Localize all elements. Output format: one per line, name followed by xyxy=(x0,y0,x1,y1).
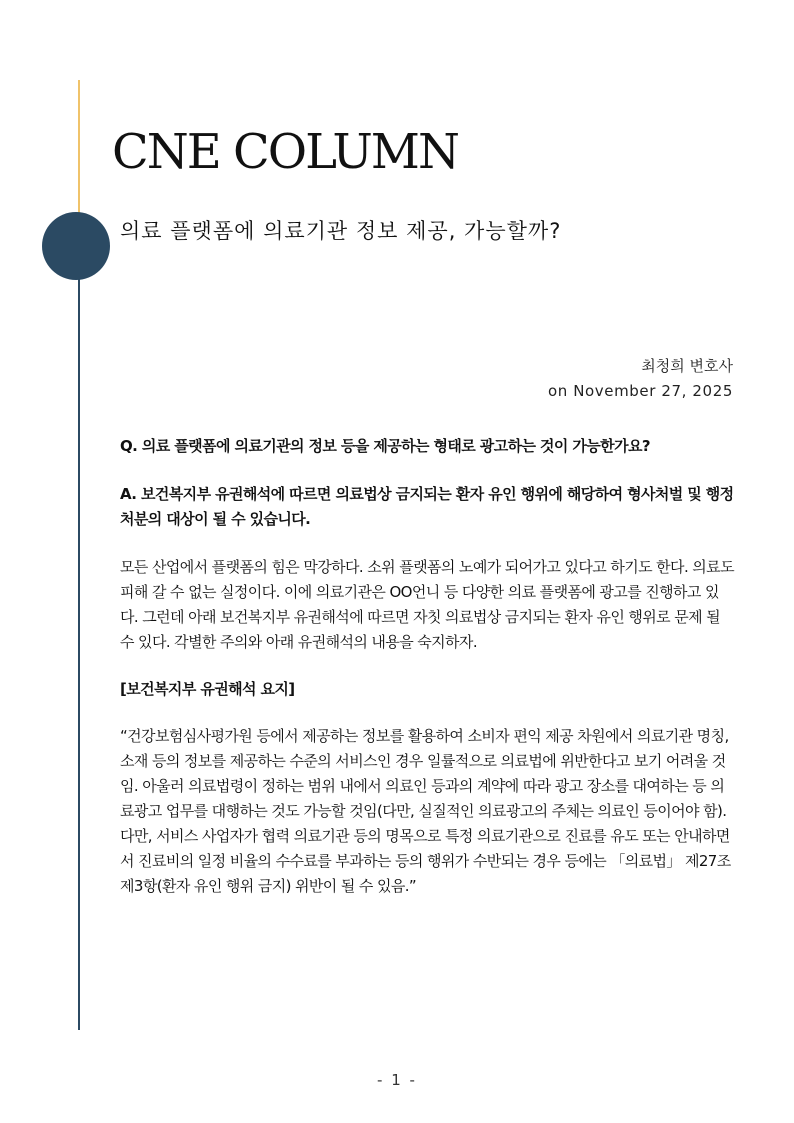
publish-date: on November 27, 2025 xyxy=(547,382,733,400)
answer-text: A. 보건복지부 유권해석에 따르면 의료법상 금지되는 환자 유인 행위에 해당하여 형사처벌 및 행정처분의 대상이 될 수 있습니다. xyxy=(120,485,734,528)
timeline-line-gold xyxy=(78,80,80,220)
author-block xyxy=(548,354,733,404)
quote-paragraph: “건강보험심사평가원 등에서 제공하는 정보를 활용하여 소비자 편익 제공 차원에서 의료기관 명칭, 소재 등의 정보를 제공하는 수준의 서비스인 경우 일률적으로 의료법에 위반한다고 보기 어려울 것임. 아울러 의료법령이 정하는 범위 내에서 의료인 등과의 계약에 따라 광고 장소를 대여하는 등 의료광고 업무를 대행하는 것도 가능할 것임(다만, 실질적인 의료광고의 주체는 의료인 등이어야 함). 다만, 서비스 사업자가 협력 의료기관 등의 명목으로 특정 의료기관으로 진료를 유도 또는 안내하면서 진료비의 일정 비율의 수수료를 부과하는 등의 행위가 수반되는 경우 등에는 「의료법」 제27조 제3항(환자 유인 행위 금지) 위반이 될 수 있음.” xyxy=(120,727,731,895)
author-name: 최청희 변호사 xyxy=(641,357,733,375)
body-paragraph: 모든 산업에서 플랫폼의 힘은 막강하다. 소위 플랫폼의 노예가 되어가고 있다고 하기도 한다. 의료도 피해 갈 수 없는 실정이다. 이에 의료기관은 OO언니 등 다양한 의료 플랫폼에 광고를 진행하고 있다. 그런데 아래 보건복지부 유권해석에 따르면 자칫 의료법상 금지되는 환자 유인 행위로 문제 될 수 있다. 각별한 주의와 아래 유권해석의 내용을 숙지하자. xyxy=(120,558,734,651)
article-subtitle: 의료 플랫폼에 의료기관 정보 제공, 가능할까? xyxy=(120,219,562,243)
column-title: CNE COLUMN xyxy=(112,124,458,180)
article-body xyxy=(120,434,734,899)
decorative-circle xyxy=(42,212,110,280)
page-number: - 1 - xyxy=(377,1071,417,1089)
section-heading: [보건복지부 유권해석 요지] xyxy=(120,680,295,698)
question-text: Q. 의료 플랫폼에 의료기관의 정보 등을 제공하는 형태로 광고하는 것이 가능한가요? xyxy=(120,437,650,455)
timeline-line-navy xyxy=(78,270,80,1030)
